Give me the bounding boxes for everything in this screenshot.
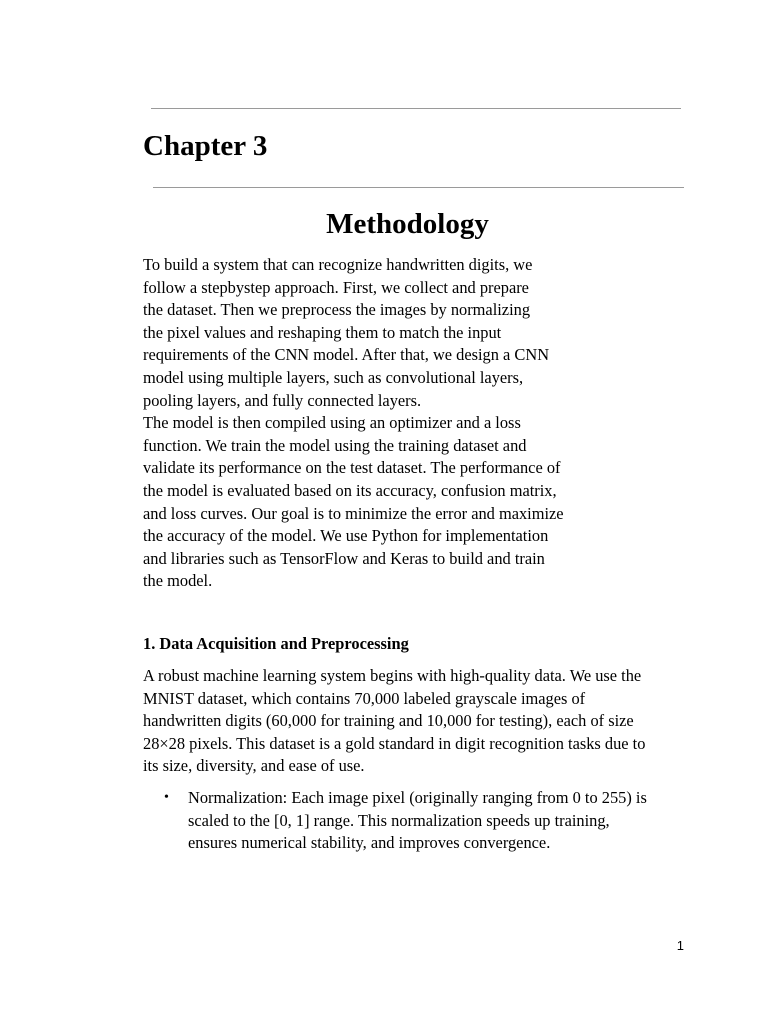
intro-line: and loss curves. Our goal is to minimize the error and maximize: [143, 503, 564, 523]
intro-line: function. We train the model using the training dataset and: [143, 435, 527, 455]
chapter-bottom-rule: [153, 187, 684, 188]
intro-line: the accuracy of the model. We use Python for implementation: [143, 526, 549, 546]
section-line: 28×28 pixels. This dataset is a gold standard in digit recognition tasks due to: [143, 733, 646, 753]
intro-line: requirements of the CNN model. After that, we design a CNN: [143, 345, 550, 365]
intro-paragraph: [143, 254, 564, 593]
bullet-line: ensures numerical stability, and improves convergence.: [188, 833, 551, 853]
section-line: its size, diversity, and ease of use.: [143, 756, 365, 776]
bullet-line: scaled to the [0, 1] range. This normalization speeds up training,: [188, 810, 610, 830]
intro-line: follow a stepbystep approach. First, we collect and prepare: [143, 277, 529, 297]
bullet-list: [143, 787, 647, 855]
intro-line: the dataset. Then we preprocess the images by normalizing: [143, 300, 531, 320]
chapter-top-rule: [151, 108, 681, 109]
intro-line: To build a system that can recognize handwritten digits, we: [143, 255, 533, 274]
section-heading: 1. Data Acquisition and Preprocessing: [143, 634, 409, 653]
bullet-item-normalization: [143, 787, 647, 855]
intro-line: validate its performance on the test dataset. The performance of: [143, 458, 561, 478]
bullet-marker: •: [164, 790, 169, 805]
section-line: A robust machine learning system begins with high-quality data. We use the: [143, 666, 642, 685]
intro-line: The model is then compiled using an optimizer and a loss: [143, 413, 521, 433]
bullet-line: Normalization: Each image pixel (originally ranging from 0 to 255) is: [188, 788, 647, 807]
intro-line: pooling layers, and fully connected layers.: [143, 390, 422, 410]
page-number: 1: [676, 938, 684, 953]
section-paragraph: [143, 665, 645, 778]
chapter-number: Chapter 3: [143, 130, 268, 162]
intro-line: the pixel values and reshaping them to match the input: [143, 322, 502, 342]
section-line: MNIST dataset, which contains 70,000 labeled grayscale images of: [143, 688, 586, 708]
intro-line: model using multiple layers, such as convolutional layers,: [143, 367, 524, 387]
chapter-title: Methodology: [326, 208, 489, 240]
intro-line: and libraries such as TensorFlow and Keras to build and train: [143, 548, 545, 568]
section-line: handwritten digits (60,000 for training and 10,000 for testing), each of size: [143, 711, 634, 731]
intro-line: the model.: [143, 571, 213, 591]
intro-line: the model is evaluated based on its accuracy, confusion matrix,: [143, 480, 557, 500]
